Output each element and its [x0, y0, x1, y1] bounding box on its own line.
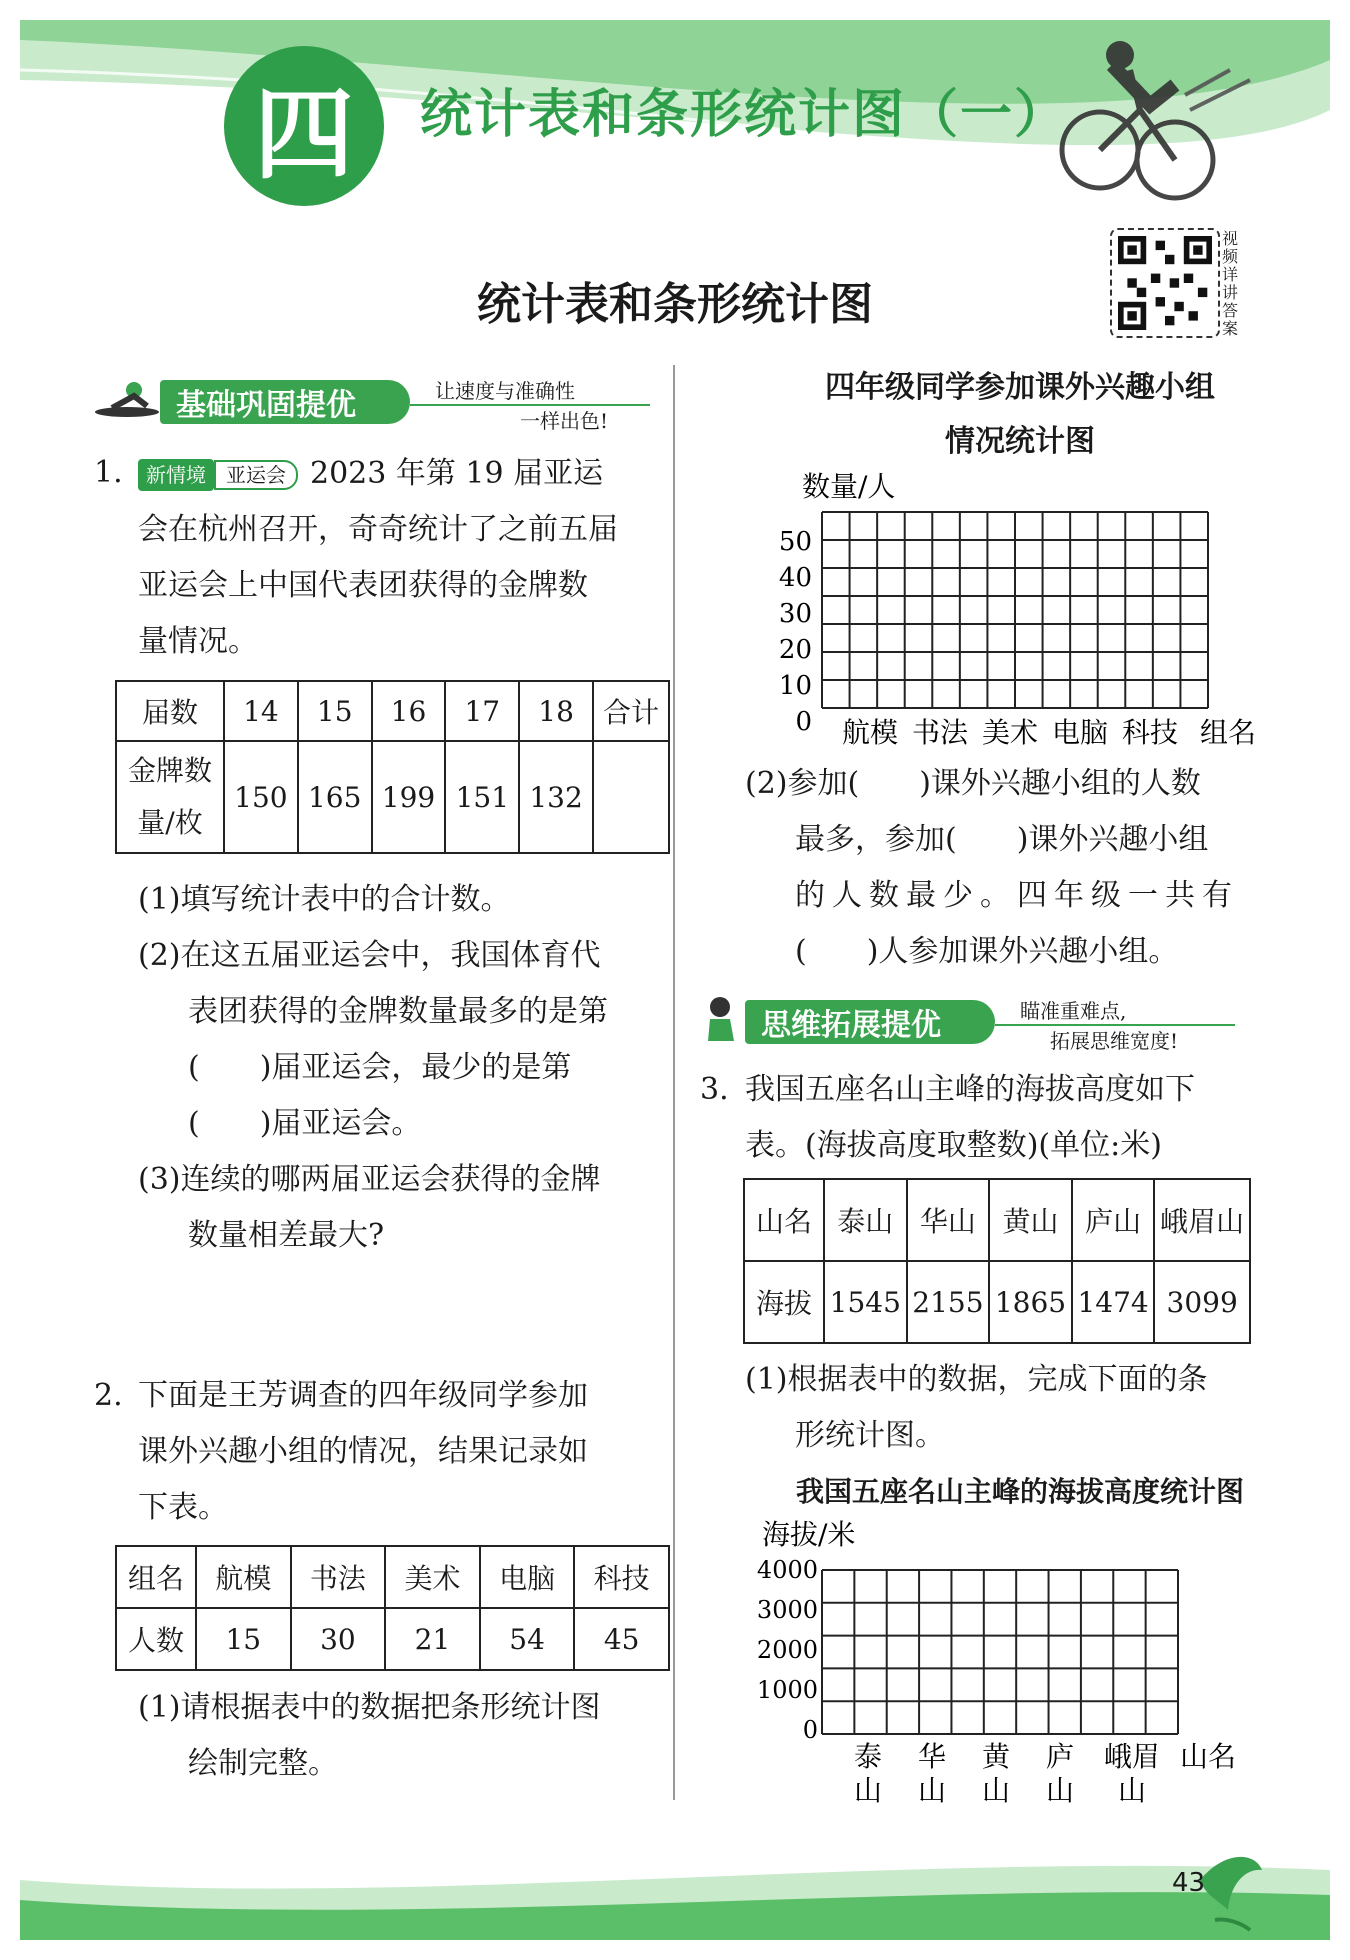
section-label-extend: 思维拓展提优	[745, 1000, 995, 1044]
table-cell: 峨眉山	[1154, 1179, 1250, 1261]
q2-sub2-line4: ( )人参加课外兴趣小组。	[795, 934, 1179, 969]
table-cell: 21	[385, 1608, 480, 1670]
x-category-label: 山	[853, 1774, 883, 1807]
chart1-title-line2: 情况统计图	[945, 424, 1095, 459]
footer-banner	[0, 1840, 1350, 1960]
y-tick-label: 2000	[756, 1636, 818, 1664]
x-category-label: 山	[981, 1774, 1011, 1807]
question-2-line-3: 下表。	[138, 1490, 228, 1525]
table-cell: 电脑	[480, 1546, 575, 1608]
x-category-label: 山	[1045, 1774, 1075, 1807]
row-label-line: 量/枚	[137, 806, 203, 839]
table-cell: 泰山	[824, 1179, 907, 1261]
table-cell: 华山	[907, 1179, 990, 1261]
table-header-cell: 合计	[593, 681, 669, 741]
x-category-label: 庐	[1045, 1740, 1075, 1773]
x-category-label: 泰	[853, 1740, 883, 1773]
table-cell: 庐山	[1072, 1179, 1155, 1261]
q1-sub2-line3: ( )届亚运会，最少的是第	[188, 1050, 572, 1085]
question-1-line-3: 亚运会上中国代表团获得的金牌数	[138, 568, 588, 603]
question-2-line-1: 下面是王芳调查的四年级同学参加	[138, 1378, 588, 1413]
question-1-line-1	[138, 446, 658, 502]
mountain-height-table	[743, 1178, 1251, 1344]
chapter-number-badge: 四	[224, 46, 384, 206]
table-header-cell: 届数	[116, 681, 224, 741]
y-tick-label: 20	[778, 635, 812, 665]
section-note-basic-2: 一样出色!	[520, 409, 609, 433]
row-label-line: 金牌数	[127, 754, 212, 787]
gold-medal-table	[115, 680, 670, 854]
x-category-label: 山	[1117, 1774, 1147, 1807]
q2-sub2-line3: 的人数最少。四年级一共有	[795, 878, 1239, 913]
table-cell: 美术	[385, 1546, 480, 1608]
table-cell: 15	[298, 681, 372, 741]
table-cell: 1545	[824, 1261, 907, 1343]
table-cell: 1474	[1072, 1261, 1155, 1343]
y-tick-label: 0	[795, 707, 812, 737]
y-tick-label: 3000	[756, 1596, 818, 1624]
x-category-label: 书法	[911, 716, 969, 749]
table-row-label	[116, 741, 224, 853]
column-divider	[673, 365, 675, 1800]
q1-sub3-line2: 数量相差最大?	[188, 1218, 385, 1253]
badge-new-context: 新情境	[138, 459, 214, 491]
table-cell: 132	[519, 741, 593, 853]
table-cell: 书法	[291, 1546, 386, 1608]
table-cell: 30	[291, 1608, 386, 1670]
qr-code-icon[interactable]	[1110, 228, 1220, 338]
question-3-line-1: 我国五座名山主峰的海拔高度如下	[745, 1072, 1195, 1107]
skateboarder-icon	[92, 380, 162, 420]
q3-sub1-line2: 形统计图。	[795, 1418, 945, 1453]
chart1-xlabel: 组名	[1200, 716, 1257, 749]
badge-topic: 亚运会	[214, 460, 298, 490]
q1-sub2-line4: ( )届亚运会。	[188, 1106, 422, 1141]
table-cell: 15	[196, 1608, 291, 1670]
x-category-label: 美术	[981, 716, 1039, 749]
table-header-cell: 组名	[116, 1546, 196, 1608]
section-note-extend-1: 瞄准重难点,	[1020, 999, 1127, 1023]
x-category-label: 电脑	[1051, 716, 1109, 749]
x-category-label: 航模	[841, 716, 899, 749]
chart2-title: 我国五座名山主峰的海拔高度统计图	[795, 1475, 1244, 1508]
x-category-label: 科技	[1121, 716, 1179, 749]
y-tick-label: 10	[778, 671, 812, 701]
table-cell: 165	[298, 741, 372, 853]
x-category-label: 山	[917, 1774, 947, 1807]
question-2-line-2: 课外兴趣小组的情况，结果记录如	[138, 1434, 588, 1469]
q1-sub2-line2: 表团获得的金牌数量最多的是第	[188, 994, 608, 1029]
question-1-line-4: 量情况。	[138, 624, 258, 659]
q2-sub2-line2: 最多，参加( )课外兴趣小组	[795, 822, 1209, 857]
chart1-ylabel: 数量/人	[802, 470, 896, 503]
table-cell: 14	[224, 681, 298, 741]
qr-code-label: 视频详讲答案	[1222, 229, 1239, 338]
y-tick-label: 1000	[756, 1676, 818, 1704]
section-note-extend-2: 拓展思维宽度!	[1050, 1029, 1179, 1053]
section-title: 统计表和条形统计图	[477, 279, 873, 330]
y-tick-label: 30	[778, 599, 812, 629]
table-cell: 1865	[989, 1261, 1072, 1343]
q1-sub2-line1: (2)在这五届亚运会中，我国体育代	[138, 938, 601, 973]
q2-sub2-line1: (2)参加( )课外兴趣小组的人数	[745, 766, 1201, 801]
table-cell: 54	[480, 1608, 575, 1670]
table-cell: 17	[445, 681, 519, 741]
table-cell: 2155	[907, 1261, 990, 1343]
thinker-icon	[700, 995, 746, 1045]
x-category-label: 峨眉	[1103, 1740, 1161, 1773]
table-row-label: 人数	[116, 1608, 196, 1670]
question-number-3: 3.	[700, 1072, 729, 1107]
table-header-cell: 山名	[744, 1179, 824, 1261]
q1-sub1: (1)填写统计表中的合计数。	[138, 882, 511, 917]
table-cell: 科技	[574, 1546, 669, 1608]
question-1-text: 2023 年第 19 届亚运	[310, 456, 604, 491]
y-tick-label: 0	[802, 1716, 818, 1744]
q2-sub1-line2: 绘制完整。	[188, 1746, 338, 1781]
page-number: 43	[1172, 1868, 1206, 1898]
x-category-label: 黄	[981, 1740, 1011, 1773]
chart1-title-line1: 四年级同学参加课外兴趣小组	[825, 370, 1215, 405]
x-category-label: 华	[917, 1740, 947, 1773]
q1-sub3-line1: (3)连续的哪两届亚运会获得的金牌	[138, 1162, 601, 1197]
chart2-grid[interactable]	[740, 1510, 1260, 1810]
chart1-grid[interactable]	[760, 460, 1280, 760]
question-3-line-2: 表。(海拔高度取整数)(单位:米)	[745, 1128, 1162, 1163]
section-label-basic: 基础巩固提优	[160, 380, 410, 424]
question-1-line-2: 会在杭州召开，奇奇统计了之前五届	[138, 512, 618, 547]
chart2-ylabel: 海拔/米	[762, 1518, 856, 1551]
total-answer-cell[interactable]	[593, 741, 669, 853]
table-row-label: 海拔	[744, 1261, 824, 1343]
table-cell: 3099	[1154, 1261, 1250, 1343]
table-cell: 199	[372, 741, 446, 853]
table-cell: 16	[372, 681, 446, 741]
y-tick-label: 50	[778, 527, 812, 557]
table-cell: 航模	[196, 1546, 291, 1608]
table-cell: 45	[574, 1608, 669, 1670]
chapter-title: 统计表和条形统计图（一）	[420, 85, 1069, 145]
table-cell: 黄山	[989, 1179, 1072, 1261]
y-tick-label: 4000	[756, 1556, 818, 1584]
question-number-1: 1.	[94, 455, 123, 490]
interest-group-table	[115, 1545, 670, 1671]
question-number-2: 2.	[94, 1378, 123, 1413]
q2-sub1-line1: (1)请根据表中的数据把条形统计图	[138, 1690, 601, 1725]
q3-sub1-line1: (1)根据表中的数据，完成下面的条	[745, 1362, 1208, 1397]
table-cell: 18	[519, 681, 593, 741]
chart2-xlabel: 山名	[1180, 1740, 1237, 1773]
y-tick-label: 40	[778, 563, 812, 593]
section-note-basic-1: 让速度与准确性	[435, 379, 575, 403]
table-cell: 151	[445, 741, 519, 853]
table-cell: 150	[224, 741, 298, 853]
